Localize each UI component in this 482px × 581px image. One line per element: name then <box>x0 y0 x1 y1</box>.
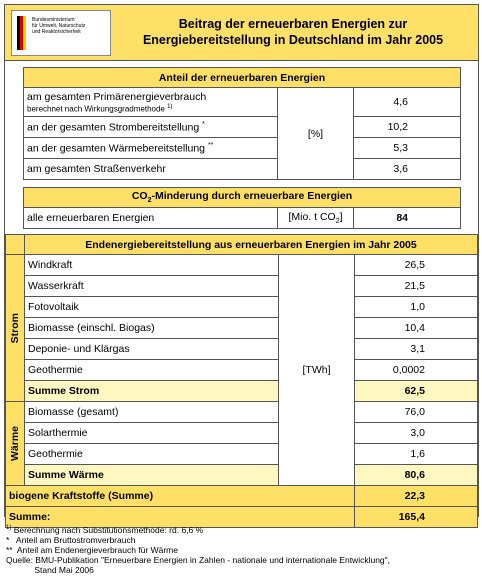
footnote <box>6 545 390 555</box>
anteil-label-text: an der gesamten Strombereitstellung <box>27 121 200 134</box>
source-date: Stand Mai 2006 <box>6 564 94 575</box>
footnote-mark: ** <box>207 141 214 149</box>
anteil-row-label: am gesamten Straßenverkehr <box>24 159 278 180</box>
header-banner <box>5 5 478 61</box>
strom-row-label: Fotovoltaik <box>25 297 279 318</box>
endenergie-table <box>5 234 478 528</box>
summe-strom-label: Summe Strom <box>25 381 279 402</box>
footnote-mark: * <box>6 534 10 545</box>
endenergie-unit: [TWh] <box>279 255 355 486</box>
co2-unit-sub: 2 <box>335 218 340 226</box>
footnote-text: Anteil am Bruttostromverbrauch <box>9 534 136 545</box>
logo-line: für Umwelt, Naturschutz <box>32 23 86 29</box>
co2-heading-pre: CO <box>131 190 148 203</box>
co2-table <box>23 187 461 229</box>
strom-row-value: 26,5 <box>355 255 478 276</box>
anteil-value: 10,2 <box>354 117 461 138</box>
footnotes <box>6 523 390 575</box>
footnote <box>6 535 390 545</box>
co2-heading-post: -Minderung durch erneuerbare Energien <box>151 190 353 203</box>
title-line-1: Beitrag der erneuerbaren Energien zur <box>178 17 408 31</box>
waerme-row-value: 3,0 <box>355 423 478 444</box>
footnote-mark: * <box>202 120 205 128</box>
anteil-row-label <box>24 88 278 117</box>
footnote-mark: ** <box>6 544 13 555</box>
kraftstoffe-value: 22,3 <box>355 486 478 507</box>
summe-value: 165,4 <box>355 507 478 528</box>
anteil-unit: [%] <box>278 88 354 180</box>
anteil-table <box>23 67 461 180</box>
strom-row-value: 1,0 <box>355 297 478 318</box>
summe-waerme-label: Summe Wärme <box>25 465 279 486</box>
footnote-mark: 1) <box>167 103 173 110</box>
waerme-row-value: 76,0 <box>355 402 478 423</box>
logo-line: und Reaktorsicherheit <box>32 29 81 35</box>
strom-row-label: Windkraft <box>25 255 279 276</box>
waerme-side-label <box>6 402 25 486</box>
footnote-text: Anteil am Endenergieverbrauch für Wärme <box>12 544 178 555</box>
anteil-value: 3,6 <box>354 159 461 180</box>
strom-row-label: Geothermie <box>25 360 279 381</box>
page-title <box>117 16 469 48</box>
flag-icon <box>17 16 27 50</box>
logo-text <box>32 17 85 35</box>
endenergie-heading: Endenergiebereitstellung aus erneuerbaren Energien im Jahr 2005 <box>25 235 478 255</box>
strom-label: Strom <box>9 312 21 344</box>
waerme-label: Wärme <box>9 425 21 461</box>
anteil-row-label <box>24 117 278 138</box>
logo-line: Bundesministerium <box>32 17 75 23</box>
strom-row-value: 21,5 <box>355 276 478 297</box>
kraftstoffe-label: biogene Kraftstoffe (Summe) <box>6 486 355 507</box>
strom-row-value: 0,0002 <box>355 360 478 381</box>
footnote-text: Berechnung nach Substitutionsmethode: rd. 6,6 % <box>11 524 204 535</box>
co2-value: 84 <box>354 208 461 229</box>
strom-row-label: Biomasse (einschl. Biogas) <box>25 318 279 339</box>
anteil-label-text: am gesamten Primärenergieverbrauch <box>27 90 207 103</box>
co2-label: alle erneuerbaren Energien <box>24 208 278 229</box>
co2-heading <box>24 188 461 208</box>
document-frame <box>4 4 479 523</box>
ministry-logo <box>11 10 111 56</box>
co2-unit-post: ] <box>339 210 343 223</box>
summe-strom-value: 62,5 <box>355 381 478 402</box>
anteil-label-text: an der gesamten Wärmebereitstellung <box>27 142 206 155</box>
footnote-mark: 1) <box>6 525 12 531</box>
anteil-value: 4,6 <box>354 88 461 117</box>
waerme-row-label: Biomasse (gesamt) <box>25 402 279 423</box>
strom-row-label: Deponie- und Klärgas <box>25 339 279 360</box>
section-corner <box>6 235 25 255</box>
waerme-row-label: Geothermie <box>25 444 279 465</box>
anteil-sub <box>27 104 274 114</box>
summe-waerme-value: 80,6 <box>355 465 478 486</box>
waerme-row-label: Solarthermie <box>25 423 279 444</box>
co2-heading-sub: 2 <box>147 197 152 205</box>
strom-side-label <box>6 255 25 402</box>
strom-row-value: 10,4 <box>355 318 478 339</box>
strom-row-label: Wasserkraft <box>25 276 279 297</box>
strom-row-value: 3,1 <box>355 339 478 360</box>
anteil-sub-text: berechnet nach Wirkungsgradmethode <box>27 104 165 114</box>
co2-unit-pre: [Mio. t CO <box>288 210 336 223</box>
anteil-value: 5,3 <box>354 138 461 159</box>
anteil-row-label <box>24 138 278 159</box>
summe-label: Summe: <box>6 507 355 528</box>
waerme-row-value: 1,6 <box>355 444 478 465</box>
co2-unit <box>278 208 354 229</box>
footnote <box>6 523 390 535</box>
title-line-2: Energiebereitstellung in Deutschland im Jahr 2005 <box>142 33 444 47</box>
anteil-heading: Anteil der erneuerbaren Energien <box>24 68 461 88</box>
source-note: Quelle: BMU-Publikation "Erneuerbare Energien in Zahlen - nationale und internationale Entwicklung", <box>6 554 391 565</box>
